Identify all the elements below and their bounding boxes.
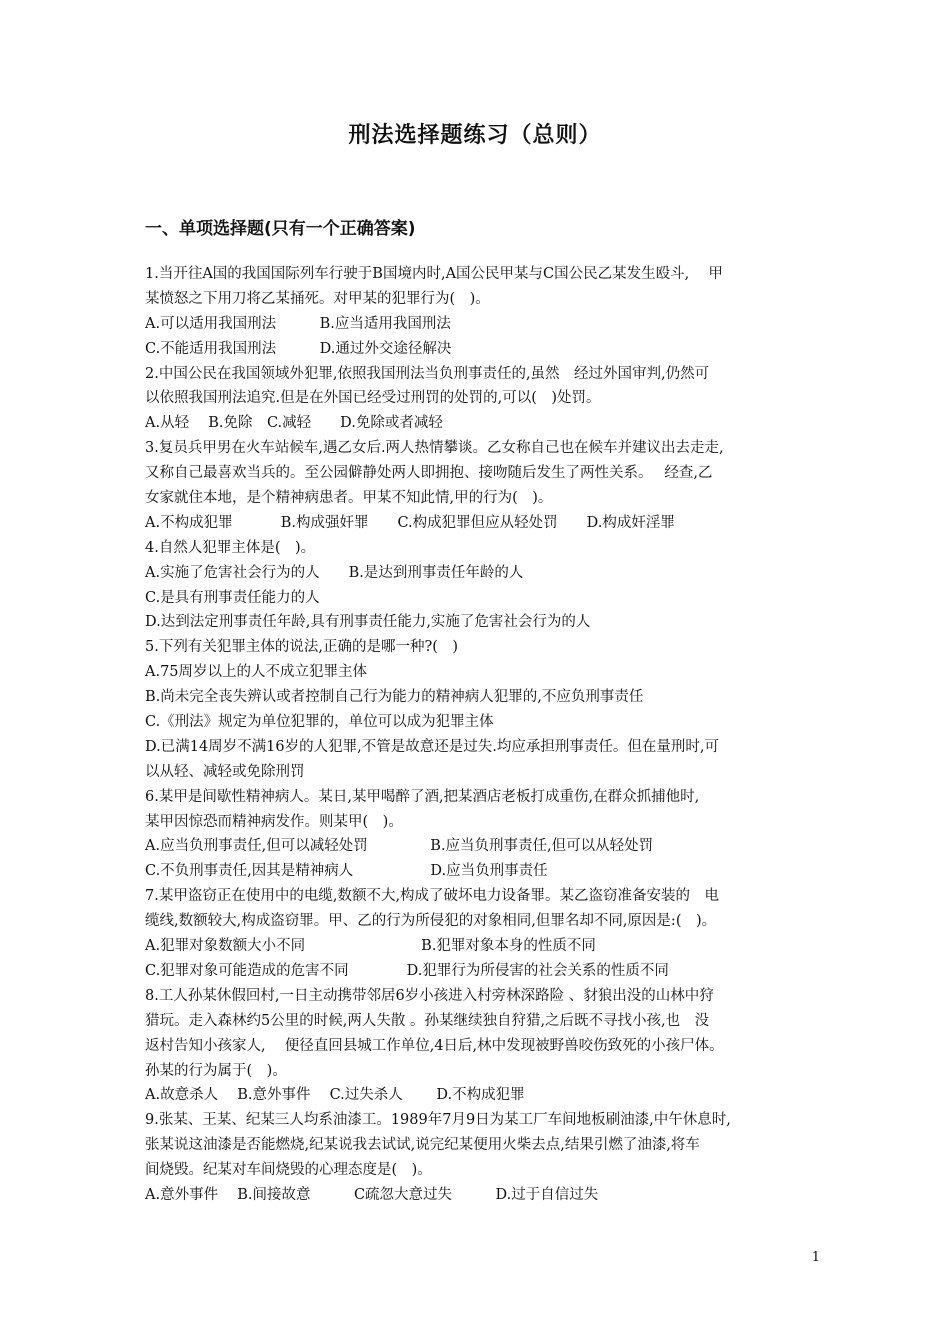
text-line: 女家就住本地，是个精神病患者。甲某不知此情,甲的行为( )。 (145, 490, 553, 507)
text-line: 2.中国公民在我国领域外犯罪,依照我国刑法当负刑事责任的,虽然 经过外国审判,仍然可 (145, 365, 710, 382)
text-line: 某甲因惊恐而精神病发作。则某甲( )。 (145, 813, 403, 830)
text-line: A.可以适用我国刑法 B.应当适用我国刑法 (145, 315, 451, 332)
text-line: C.不能适用我国刑法 D.通过外交途径解决 (145, 340, 452, 357)
text-line: 以依照我国刑法追究.但是在外国已经受过刑罚的处罚的,可以( )处罚。 (145, 390, 601, 407)
text-line: 1.当开往A国的我国国际列车行驶于B国境内时,A国公民甲某与C国公民乙某发生殴斗, 甲 (145, 266, 723, 282)
text-line: 4.自然人犯罪主体是( )。 (145, 539, 316, 556)
text-line: C.不负刑事责任,因其是精神病人 D.应当负刑事责任 (145, 863, 548, 880)
text-line: A.犯罪对象数额大小不同 B.犯罪对象本身的性质不同 (145, 938, 596, 955)
text-line: 猎玩。走入森林约5公里的时候,两人失散 。孙某继续独自狩猎,之后既不寻找小孩,也 没 (145, 1012, 710, 1029)
text-line: D.已满14周岁不满16岁的人犯罪,不管是故意还是过失.均应承担刑事责任。但在量刑时,可 (145, 738, 719, 755)
text-line: 某愤怒之下用刀将乙某捅死。对甲某的犯罪行为( )。 (145, 290, 490, 307)
text-line: 5.下列有关犯罪主体的说法,正确的是哪一种?( ) (145, 639, 459, 656)
text-line: 孙某的行为属于( )。 (145, 1062, 287, 1079)
text-line: C.犯罪对象可能造成的危害不同 D.犯罪行为所侵害的社会关系的性质不同 (145, 962, 669, 979)
text-line: A.故意杀人 B.意外事件 C.过失杀人 D.不构成犯罪 (145, 1087, 525, 1104)
text-line: A.意外事件 B.间接故意 C疏忽大意过失 D.过于自信过失 (145, 1186, 599, 1203)
text-line: A.从轻 B.免除 C.减轻 D.免除或者减轻 (145, 415, 443, 432)
text-line: 3.复员兵甲男在火车站候车,遇乙女后.两人热情攀谈。乙女称自己也在候车并建议出去走走, (145, 440, 724, 457)
text-line: D.达到法定刑事责任年龄,具有刑事责任能力,实施了危害社会行为的人 (145, 614, 591, 631)
text-line: C.是具有刑事责任能力的人 (145, 589, 320, 606)
text-line: 7.某甲盗窃正在使用中的电缆,数额不大,构成了破坏电力设备罪。某乙盗窃准备安装的 电 (145, 888, 720, 905)
text-line: 以从轻、减轻或免除刑罚 (145, 763, 305, 780)
section-heading: 一、单项选择题(只有一个正确答案) (145, 219, 416, 239)
document-title: 刑法选择题练习（总则） (348, 123, 602, 148)
text-line: C.《刑法》规定为单位犯罪的，单位可以成为犯罪主体 (145, 714, 494, 731)
question-body (145, 262, 815, 1208)
page-number: 1 (811, 1250, 820, 1265)
text-line: 9.张某、王某、纪某三人均系油漆工。1989年7月9日为某工厂车间地板刷油漆,中午休息时, (145, 1112, 731, 1129)
text-line: 又称自己最喜欢当兵的。至公园僻静处两人即拥抱、接吻随后发生了两性关系。 经查,乙 (145, 465, 713, 482)
text-line: A.75周岁以上的人不成立犯罪主体 (145, 664, 368, 681)
text-line: A.应当负刑事责任,但可以减轻处罚 B.应当负刑事责任,但可以从轻处罚 (145, 838, 654, 855)
text-line: 张某说这油漆是否能燃烧,纪某说我去试试,说完纪某便用火柴去点,结果引燃了油漆,将车 (145, 1137, 700, 1154)
text-line: 返村告知小孩家人, 便径直回县城工作单位,4日后,林中发现被野兽咬伤致死的小孩尸体。 (145, 1037, 724, 1054)
text-line: 6.某甲是间歇性精神病人。某日,某甲喝醉了酒,把某酒店老板打成重伤,在群众抓捕他时, (145, 788, 700, 805)
text-line: A.不构成犯罪 B.构成强奸罪 C.构成犯罪但应从轻处罚 D.构成奸淫罪 (145, 514, 675, 531)
text-line: 缆线,数额较大,构成盗窃罪。甲、乙的行为所侵犯的对象相同,但罪名却不同,原因是:( )。 (145, 913, 717, 930)
text-line: 8.工人孙某休假回村,一日主动携带邻居6岁小孩进入村旁林深路险 、豺狼出没的山林中狩 (145, 987, 714, 1004)
text-line: B.尚未完全丧失辨认或者控制自己行为能力的精神病人犯罪的,不应负刑事责任 (145, 689, 644, 706)
text-line: A.实施了危害社会行为的人 B.是达到刑事责任年龄的人 (145, 564, 524, 581)
text-line: 间烧毁。纪某对车间烧毁的心理态度是( )。 (145, 1162, 432, 1179)
